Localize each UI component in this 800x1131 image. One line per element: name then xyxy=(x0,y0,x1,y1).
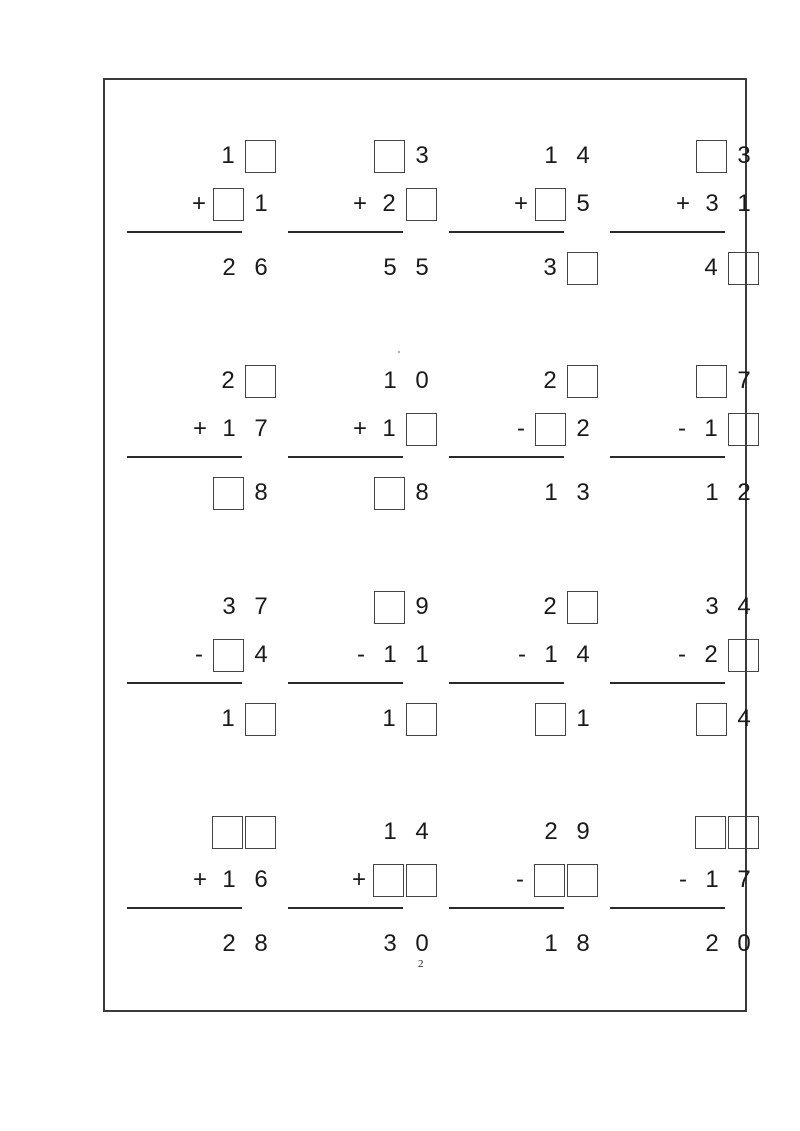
result-row xyxy=(213,926,277,962)
digit: 6 xyxy=(254,866,268,893)
sum-line xyxy=(288,907,403,909)
digit: 7 xyxy=(737,367,751,394)
digit: 1 xyxy=(222,866,236,893)
digit: 1 xyxy=(222,415,236,442)
first-addend xyxy=(694,814,760,850)
sum-line xyxy=(449,907,564,909)
problem-3 xyxy=(449,138,599,298)
second-operand xyxy=(187,862,277,898)
scan-speck xyxy=(398,351,400,353)
second-operand xyxy=(669,411,760,447)
digit: 1 xyxy=(544,479,558,506)
answer-box[interactable] xyxy=(406,413,437,446)
operator-sign: - xyxy=(518,641,526,668)
digit: 8 xyxy=(576,930,590,957)
digit: 2 xyxy=(544,818,558,845)
answer-box[interactable] xyxy=(728,252,759,285)
digit: 1 xyxy=(221,705,235,732)
operator-sign: + xyxy=(351,866,366,893)
result-row xyxy=(695,250,760,286)
digit: 9 xyxy=(415,593,429,620)
problem-16 xyxy=(610,814,760,974)
first-addend xyxy=(535,138,599,174)
first-addend xyxy=(696,589,760,625)
sum-line xyxy=(288,682,403,684)
digit: 1 xyxy=(383,641,397,668)
problem-6 xyxy=(288,363,438,523)
digit: 1 xyxy=(704,415,718,442)
problem-5 xyxy=(127,363,277,523)
first-addend xyxy=(695,138,760,174)
operator-sign: - xyxy=(516,866,524,893)
sum-line xyxy=(610,907,725,909)
digit: 2 xyxy=(543,593,557,620)
first-addend xyxy=(695,363,760,399)
digit: 1 xyxy=(544,930,558,957)
operator-sign: + xyxy=(352,415,367,442)
operator-sign: - xyxy=(679,866,687,893)
digit: 4 xyxy=(737,705,751,732)
answer-box[interactable] xyxy=(245,703,276,736)
digit: 7 xyxy=(254,593,268,620)
digit: 1 xyxy=(415,641,429,668)
answer-box[interactable] xyxy=(245,816,276,849)
digit: 3 xyxy=(737,142,751,169)
answer-box[interactable] xyxy=(245,140,276,173)
problem-9 xyxy=(127,589,277,749)
answer-box[interactable] xyxy=(534,864,565,897)
digit: 6 xyxy=(254,254,268,281)
result-row xyxy=(534,250,599,286)
digit: 2 xyxy=(222,254,236,281)
second-operand xyxy=(670,862,760,898)
answer-box[interactable] xyxy=(374,591,405,624)
sum-line xyxy=(449,682,564,684)
digit: 1 xyxy=(221,142,235,169)
digit: 1 xyxy=(544,641,558,668)
digit: 3 xyxy=(543,254,557,281)
first-addend xyxy=(211,814,277,850)
digit: 4 xyxy=(415,818,429,845)
digit: 1 xyxy=(705,866,719,893)
answer-box[interactable] xyxy=(212,816,243,849)
digit: 3 xyxy=(383,930,397,957)
result-row xyxy=(534,701,599,737)
result-row xyxy=(374,250,438,286)
second-operand xyxy=(347,411,438,447)
digit: 1 xyxy=(544,142,558,169)
result-row xyxy=(373,475,438,511)
answer-box[interactable] xyxy=(374,140,405,173)
digit: 2 xyxy=(704,641,718,668)
answer-box[interactable] xyxy=(567,365,598,398)
sum-line xyxy=(127,907,242,909)
answer-box[interactable] xyxy=(374,477,405,510)
digit: 8 xyxy=(254,930,268,957)
second-operand xyxy=(187,411,277,447)
operator-sign: - xyxy=(678,641,686,668)
first-addend xyxy=(535,814,599,850)
sum-line xyxy=(127,682,242,684)
sum-line xyxy=(127,231,242,233)
operator-sign: + xyxy=(192,866,207,893)
digit: 2 xyxy=(221,367,235,394)
sum-line xyxy=(610,682,725,684)
answer-box[interactable] xyxy=(535,703,566,736)
digit: 0 xyxy=(737,930,751,957)
answer-box[interactable] xyxy=(696,140,727,173)
sum-line xyxy=(449,231,564,233)
first-addend xyxy=(212,138,277,174)
second-operand xyxy=(186,637,277,673)
answer-box[interactable] xyxy=(406,864,437,897)
first-addend xyxy=(534,363,599,399)
digit: 1 xyxy=(254,190,268,217)
digit: 3 xyxy=(705,190,719,217)
answer-box[interactable] xyxy=(567,591,598,624)
digit: 2 xyxy=(382,190,396,217)
result-row xyxy=(535,926,599,962)
digit: 0 xyxy=(415,367,429,394)
second-operand xyxy=(669,637,760,673)
operator-sign: + xyxy=(352,190,367,217)
operator-sign: + xyxy=(675,190,690,217)
answer-box[interactable] xyxy=(245,365,276,398)
digit: 7 xyxy=(737,866,751,893)
page-number: 2 xyxy=(418,958,424,970)
result-row xyxy=(374,926,438,962)
sum-line xyxy=(288,456,403,458)
digit: 0 xyxy=(415,930,429,957)
digit: 7 xyxy=(254,415,268,442)
digit: 4 xyxy=(576,142,590,169)
digit: 3 xyxy=(576,479,590,506)
operator-sign: + xyxy=(513,190,528,217)
digit: 2 xyxy=(737,479,751,506)
problem-1 xyxy=(127,138,277,298)
first-addend xyxy=(374,814,438,850)
digit: 3 xyxy=(415,142,429,169)
answer-box[interactable] xyxy=(213,477,244,510)
sum-line xyxy=(449,456,564,458)
answer-box[interactable] xyxy=(535,413,566,446)
digit: 2 xyxy=(543,367,557,394)
sum-line xyxy=(288,231,403,233)
digit: 2 xyxy=(705,930,719,957)
first-addend xyxy=(212,363,277,399)
second-operand xyxy=(508,411,599,447)
result-row xyxy=(212,701,277,737)
digit: 8 xyxy=(254,479,268,506)
operator-sign: - xyxy=(357,641,365,668)
digit: 4 xyxy=(254,641,268,668)
problem-11 xyxy=(449,589,599,749)
digit: 1 xyxy=(383,818,397,845)
second-operand xyxy=(186,186,277,222)
result-row xyxy=(695,701,760,737)
problem-12 xyxy=(610,589,760,749)
answer-box[interactable] xyxy=(696,703,727,736)
digit: 8 xyxy=(415,479,429,506)
second-operand xyxy=(509,637,599,673)
answer-box[interactable] xyxy=(728,816,759,849)
answer-box[interactable] xyxy=(728,413,759,446)
digit: 1 xyxy=(705,479,719,506)
answer-box[interactable] xyxy=(567,252,598,285)
second-operand xyxy=(347,186,438,222)
digit: 4 xyxy=(704,254,718,281)
sum-line xyxy=(610,231,725,233)
second-operand xyxy=(507,862,599,898)
result-row xyxy=(535,475,599,511)
operator-sign: - xyxy=(517,415,525,442)
digit: 1 xyxy=(382,705,396,732)
problem-15 xyxy=(449,814,599,974)
second-operand xyxy=(508,186,599,222)
digit: 1 xyxy=(383,367,397,394)
first-addend xyxy=(373,589,438,625)
answer-box[interactable] xyxy=(373,864,404,897)
sum-line xyxy=(610,456,725,458)
problem-10 xyxy=(288,589,438,749)
problem-7 xyxy=(449,363,599,523)
digit: 4 xyxy=(737,593,751,620)
result-row xyxy=(696,926,760,962)
answer-box[interactable] xyxy=(695,816,726,849)
result-row xyxy=(696,475,760,511)
digit: 2 xyxy=(576,415,590,442)
digit: 5 xyxy=(383,254,397,281)
first-addend xyxy=(373,138,438,174)
answer-box[interactable] xyxy=(696,365,727,398)
problem-4 xyxy=(610,138,760,298)
first-addend xyxy=(374,363,438,399)
answer-box[interactable] xyxy=(567,864,598,897)
digit: 1 xyxy=(737,190,751,217)
second-operand xyxy=(346,862,438,898)
second-operand xyxy=(670,186,760,222)
digit: 4 xyxy=(576,641,590,668)
operator-sign: + xyxy=(191,190,206,217)
second-operand xyxy=(348,637,438,673)
operator-sign: - xyxy=(678,415,686,442)
digit: 5 xyxy=(576,190,590,217)
answer-box[interactable] xyxy=(213,188,244,221)
result-row xyxy=(212,475,277,511)
answer-box[interactable] xyxy=(213,639,244,672)
problem-13 xyxy=(127,814,277,974)
digit: 3 xyxy=(705,593,719,620)
digit: 9 xyxy=(576,818,590,845)
first-addend xyxy=(213,589,277,625)
digit: 1 xyxy=(576,705,590,732)
first-addend xyxy=(534,589,599,625)
answer-box[interactable] xyxy=(728,639,759,672)
operator-sign: + xyxy=(192,415,207,442)
answer-box[interactable] xyxy=(535,188,566,221)
problem-2 xyxy=(288,138,438,298)
result-row xyxy=(373,701,438,737)
answer-box[interactable] xyxy=(406,188,437,221)
digit: 3 xyxy=(222,593,236,620)
digit: 1 xyxy=(382,415,396,442)
operator-sign: - xyxy=(195,641,203,668)
sum-line xyxy=(127,456,242,458)
answer-box[interactable] xyxy=(406,703,437,736)
result-row xyxy=(213,250,277,286)
digit: 2 xyxy=(222,930,236,957)
digit: 5 xyxy=(415,254,429,281)
problem-14 xyxy=(288,814,438,974)
problem-8 xyxy=(610,363,760,523)
